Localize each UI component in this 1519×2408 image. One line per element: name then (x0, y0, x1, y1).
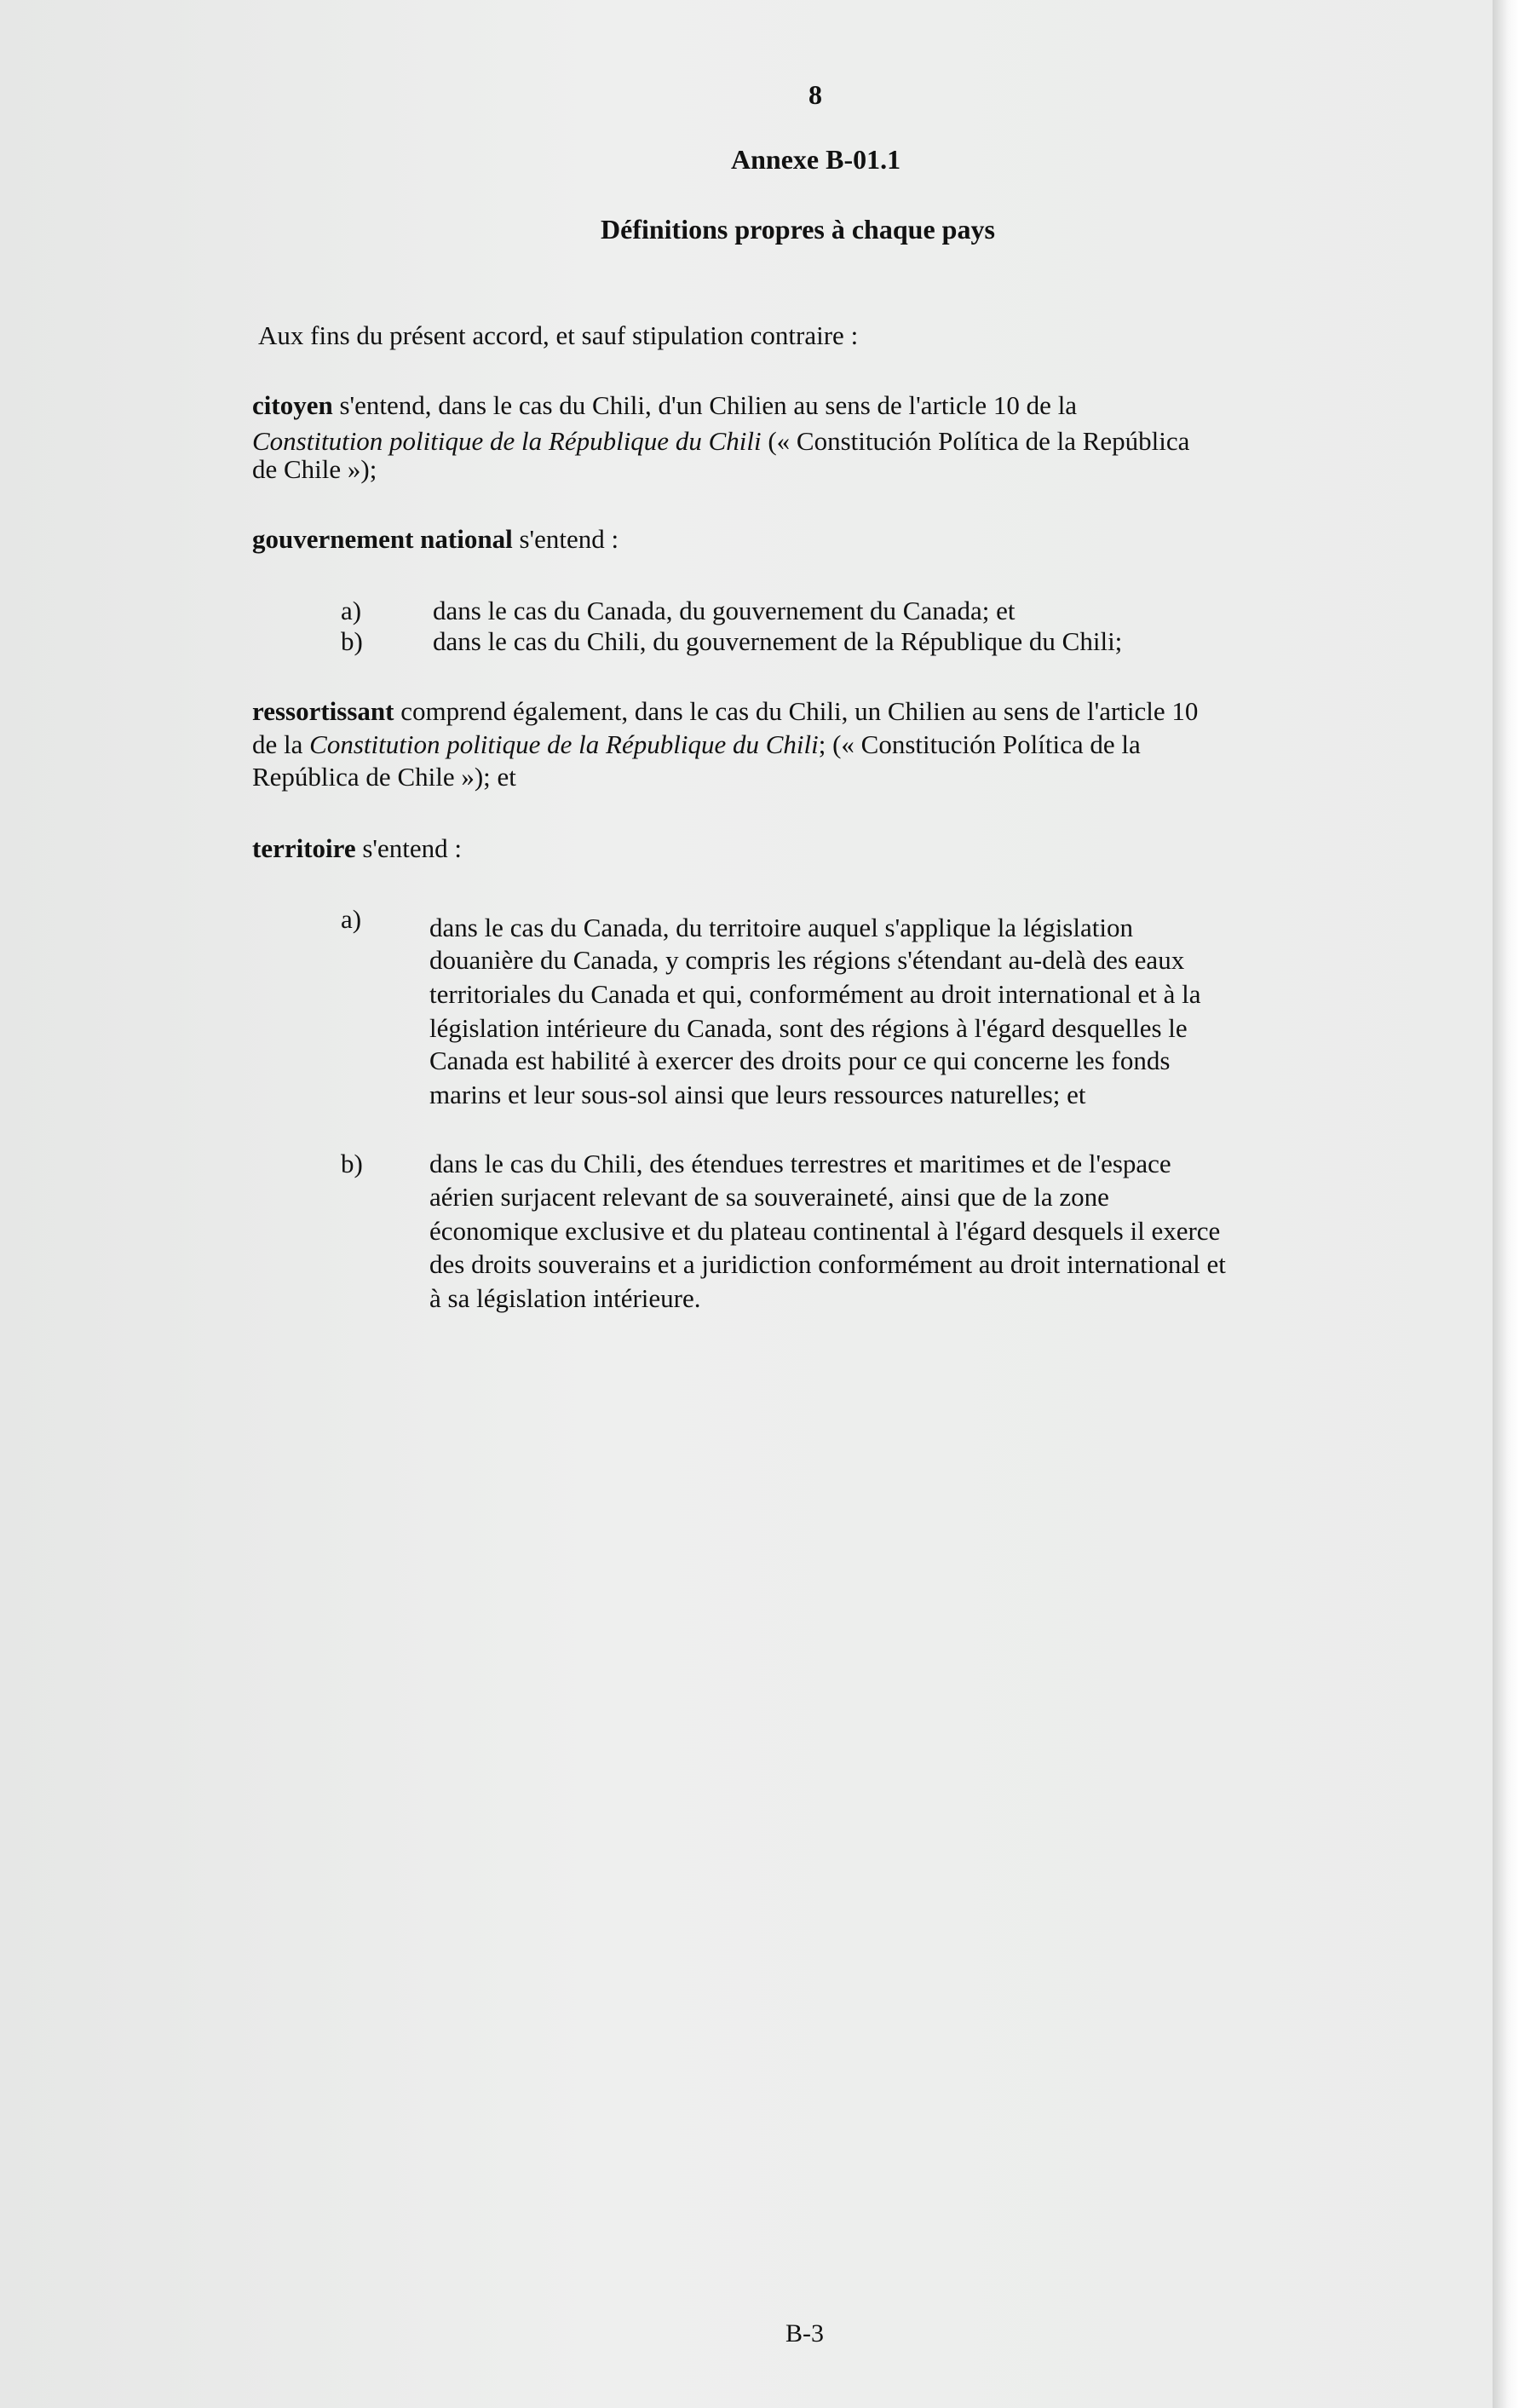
territoire-item-b-line-3: économique exclusive et du plateau continental à l'égard desquels il exerce (429, 1216, 1221, 1246)
term-citoyen: citoyen (252, 390, 333, 420)
definition-citoyen-line-3: de Chile »); (252, 454, 377, 484)
territoire-item-b-line-4: des droits souverains et a juridiction conformément au droit international et (429, 1249, 1226, 1279)
intro-text: Aux fins du présent accord, et sauf stipulation contraire : (258, 320, 859, 350)
citoyen-text: (« Constitución Política de la República (761, 426, 1190, 456)
ressortissant-text: comprend également, dans le cas du Chili, un Chilien au sens de l'article 10 (394, 696, 1199, 726)
constitution-title: Constitution politique de la République du Chili (309, 729, 819, 759)
territoire-item-a-line-3: territoriales du Canada et qui, conformément au droit international et à la (429, 979, 1201, 1009)
annex-title: Annexe B-01.1 (731, 144, 901, 175)
definition-ressortissant-line-1 (252, 695, 1198, 728)
territoire-item-b-line-1: dans le cas du Chili, des étendues terrestres et maritimes et de l'espace (429, 1149, 1171, 1178)
definition-citoyen-line-2 (252, 425, 1189, 458)
term-gouvernement-national: gouvernement national (252, 524, 513, 554)
definition-territoire (252, 832, 462, 865)
territoire-item-a-line-2: douanière du Canada, y compris les régions s'étendant au-delà des eaux (429, 945, 1185, 975)
constitution-title: Constitution politique de la République du Chili (252, 426, 762, 456)
definition-ressortissant-line-2 (252, 729, 1141, 761)
footer-page-number: B-3 (785, 2319, 824, 2348)
section-title: Définitions propres à chaque pays (601, 214, 995, 245)
territoire-item-b-line-5: à sa législation intérieure. (429, 1283, 701, 1313)
ressortissant-text: de la (252, 729, 310, 759)
territoire-text: s'entend : (355, 833, 463, 863)
citoyen-text: s'entend, dans le cas du Chili, d'un Chilien au sens de l'article 10 de la (332, 390, 1078, 420)
ressortissant-text: ; (« Constitución Política de la (818, 729, 1141, 759)
territoire-item-a-line-5: Canada est habilité à exercer des droits pour ce qui concerne les fonds (429, 1046, 1171, 1075)
page-number: 8 (808, 79, 822, 110)
definition-citoyen-line-1 (252, 389, 1077, 422)
territoire-item-a-line-6: marins et leur sous-sol ainsi que leurs ressources naturelles; et (429, 1080, 1086, 1109)
term-ressortissant: ressortissant (252, 696, 394, 726)
territoire-item-a-line-4: législation intérieure du Canada, sont des régions à l'égard desquelles le (429, 1013, 1188, 1043)
gouvernement-item-b: dans le cas du Chili, du gouvernement de la République du Chili; (433, 626, 1123, 656)
gouvernement-text: s'entend : (512, 524, 619, 554)
territoire-item-b-line-2: aérien surjacent relevant de sa souveraineté, ainsi que de la zone (429, 1182, 1109, 1212)
definition-gouvernement (252, 523, 619, 556)
definition-ressortissant-line-3: República de Chile »); et (252, 762, 516, 792)
list-label-a: a) (341, 596, 362, 625)
territoire-item-a-line-1: dans le cas du Canada, du territoire auquel s'applique la législation (429, 913, 1133, 942)
gouvernement-item-a: dans le cas du Canada, du gouvernement du Canada; et (433, 596, 1016, 625)
page-edge (1493, 0, 1519, 2408)
list-label-b: b) (341, 1149, 363, 1178)
list-label-a: a) (341, 904, 362, 934)
term-territoire: territoire (252, 833, 356, 863)
list-label-b: b) (341, 626, 363, 656)
